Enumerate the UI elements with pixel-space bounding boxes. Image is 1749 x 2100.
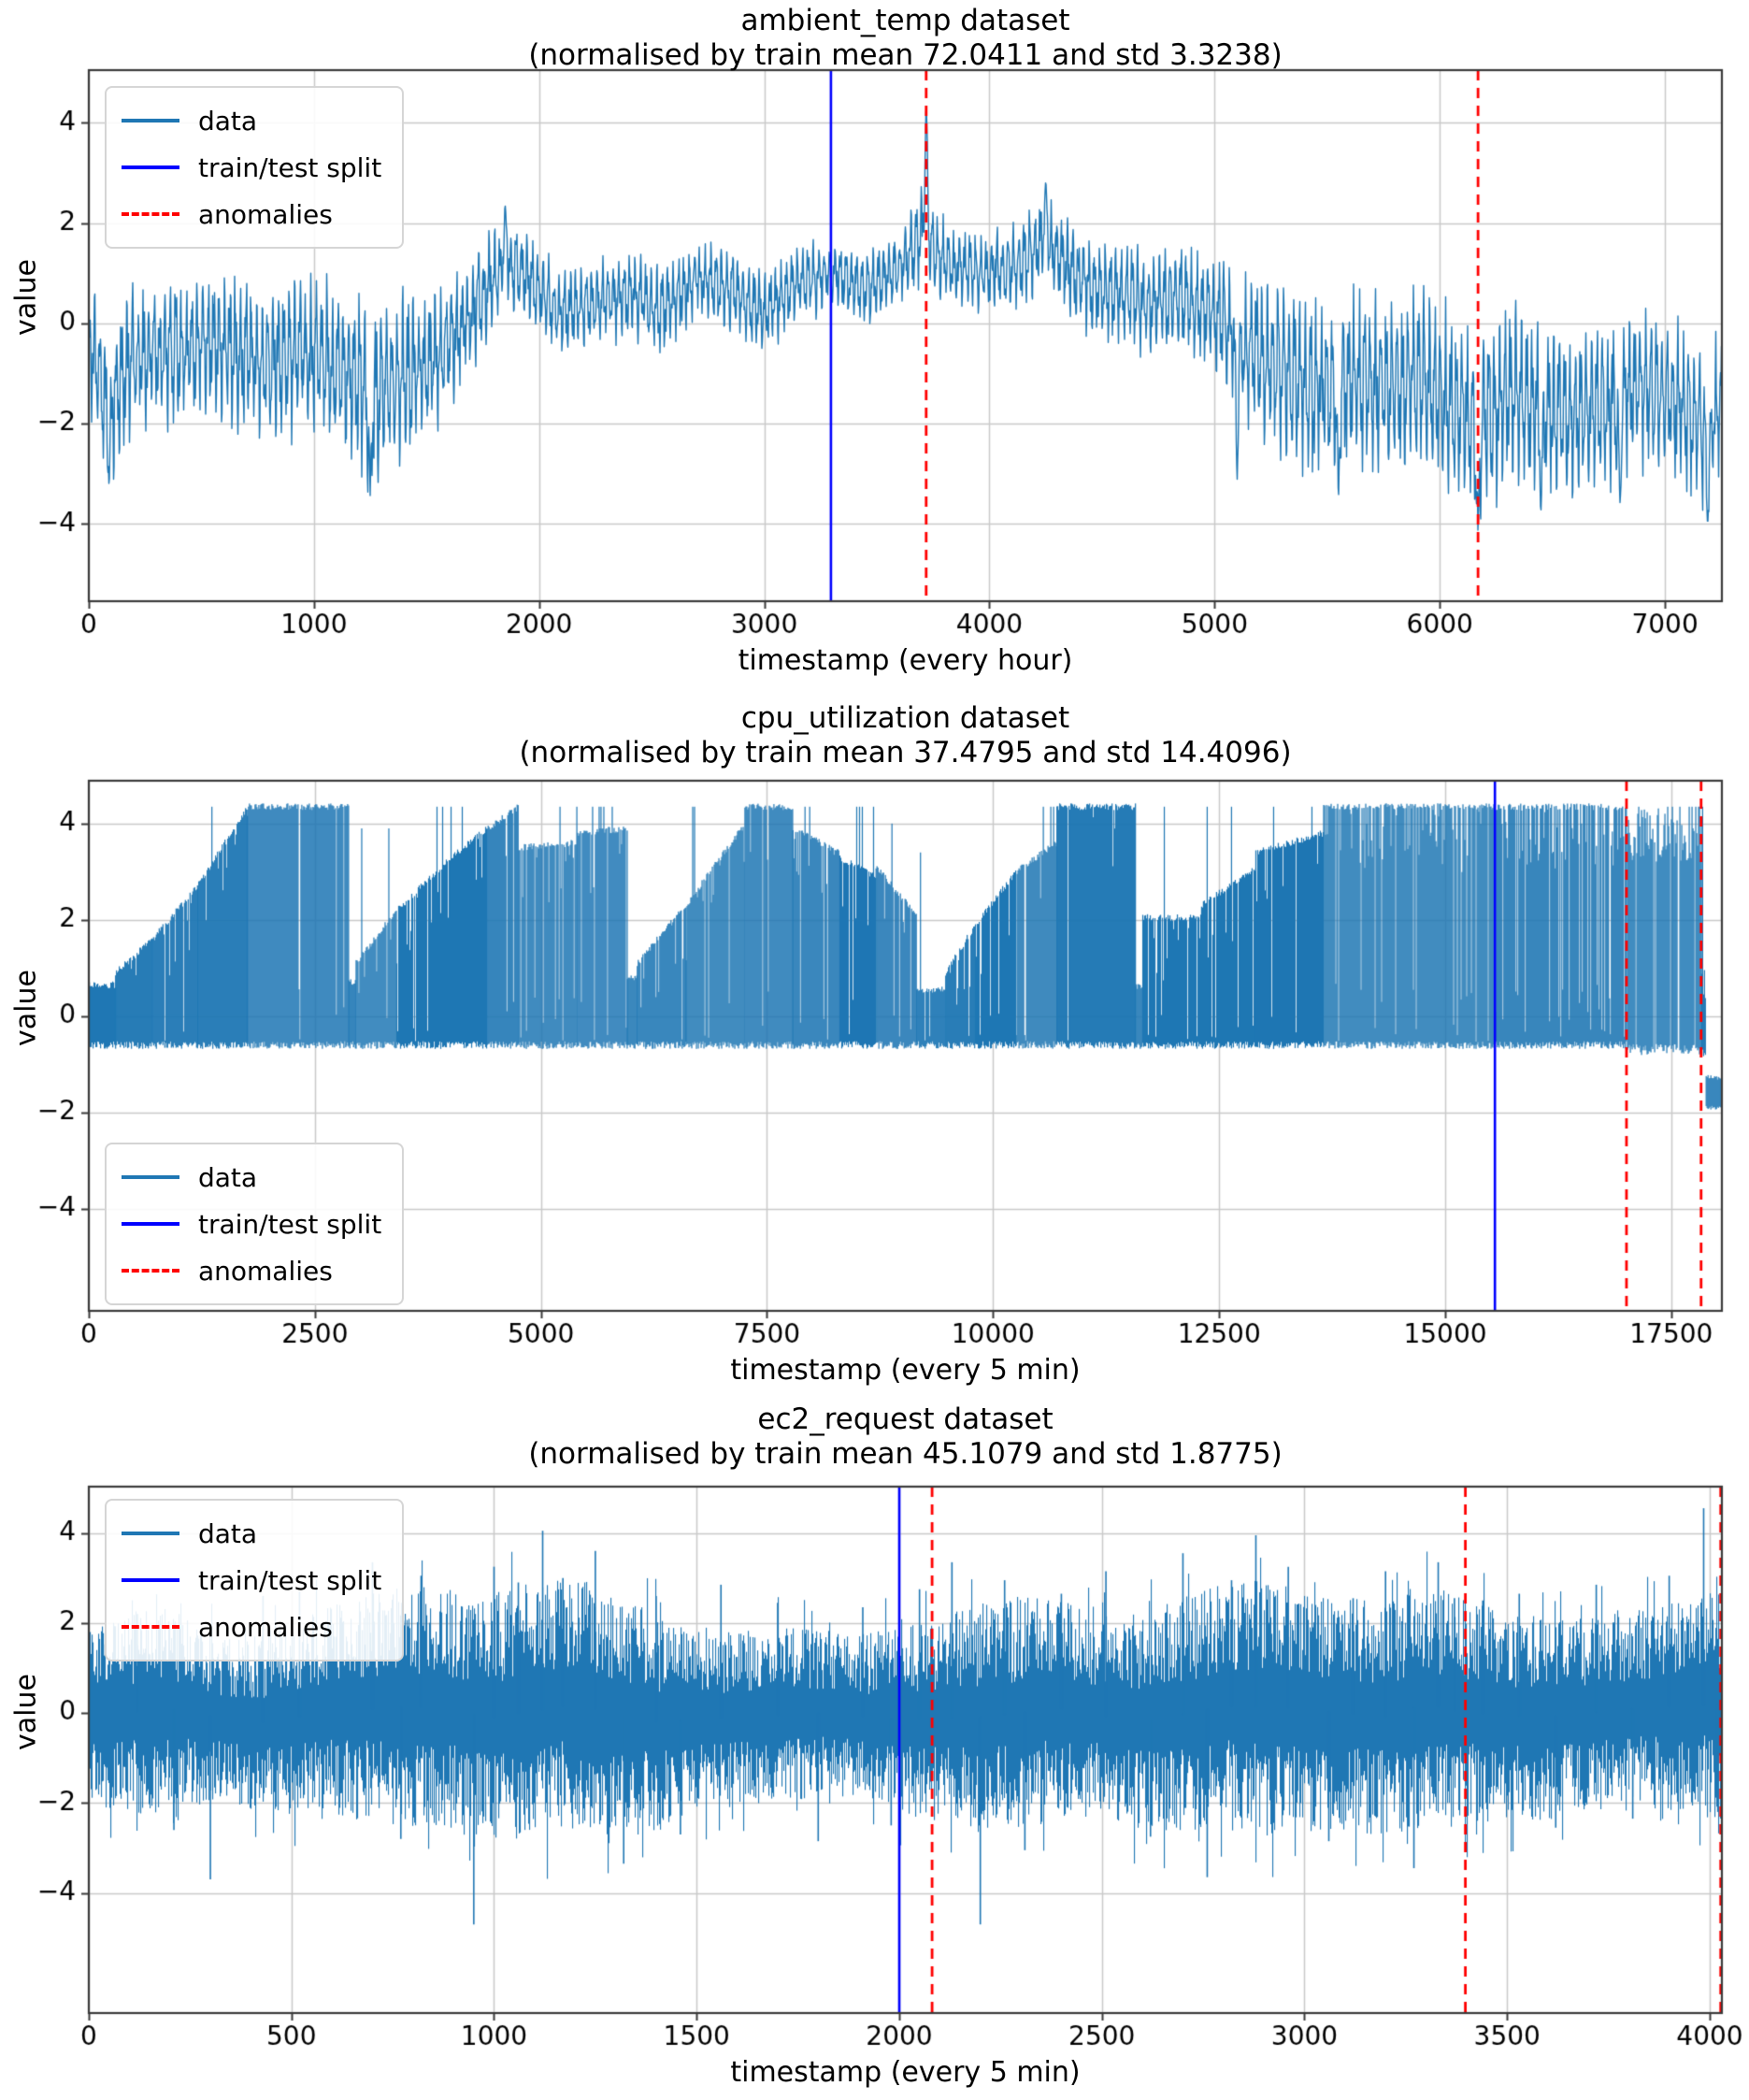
- cpu-utilization-chart: [0, 697, 1749, 1398]
- chart-subtitle: (normalised by train mean 45.1079 and std 1.8775): [528, 1436, 1283, 1471]
- data-line-swatch: [122, 1532, 179, 1535]
- legend-item-anomalies: [122, 1604, 381, 1650]
- data-line-swatch: [122, 119, 179, 122]
- ambient-temp-chart: [0, 0, 1749, 697]
- y-axis-label: value: [9, 259, 43, 336]
- chart-title: cpu_utilization dataset: [740, 701, 1070, 735]
- split-line-swatch: [122, 1222, 179, 1226]
- legend-item-data: [122, 97, 381, 144]
- ec2-request-chart: [0, 1398, 1749, 2100]
- chart-subtitle: (normalised by train mean 37.4795 and std 14.4096): [519, 735, 1292, 770]
- anomaly-line-swatch: [122, 212, 179, 216]
- legend: [105, 86, 404, 249]
- anomaly-line-swatch: [122, 1625, 179, 1629]
- legend: [105, 1143, 404, 1305]
- legend-label: data: [198, 105, 258, 137]
- legend-label: anomalies: [198, 1611, 333, 1643]
- data-line-swatch: [122, 1175, 179, 1179]
- legend-item-data: [122, 1154, 381, 1201]
- legend-item-split: [122, 144, 381, 191]
- legend-label: data: [198, 1517, 258, 1549]
- legend-item-split: [122, 1201, 381, 1247]
- split-line-swatch: [122, 165, 179, 169]
- x-axis-label: timestamp (every 5 min): [730, 1354, 1081, 1387]
- legend-label: train/test split: [198, 1208, 382, 1240]
- legend-label: data: [198, 1161, 258, 1193]
- chart-title: ec2_request dataset: [757, 1402, 1054, 1436]
- legend-label: train/test split: [198, 151, 382, 183]
- legend-item-data: [122, 1510, 381, 1557]
- legend-item-anomalies: [122, 191, 381, 237]
- chart-title: ambient_temp dataset: [740, 4, 1070, 37]
- y-axis-label: value: [9, 969, 43, 1046]
- legend-item-anomalies: [122, 1247, 381, 1294]
- legend-label: anomalies: [198, 198, 333, 230]
- anomaly-line-swatch: [122, 1269, 179, 1273]
- legend-label: train/test split: [198, 1564, 382, 1596]
- legend-label: anomalies: [198, 1255, 333, 1287]
- chart-subtitle: (normalised by train mean 72.0411 and std 3.3238): [528, 37, 1283, 72]
- legend-item-split: [122, 1557, 381, 1604]
- y-axis-label: value: [9, 1673, 43, 1750]
- x-axis-label: timestamp (every 5 min): [730, 2056, 1081, 2089]
- split-line-swatch: [122, 1578, 179, 1582]
- x-axis-label: timestamp (every hour): [738, 644, 1073, 677]
- legend: [105, 1499, 404, 1661]
